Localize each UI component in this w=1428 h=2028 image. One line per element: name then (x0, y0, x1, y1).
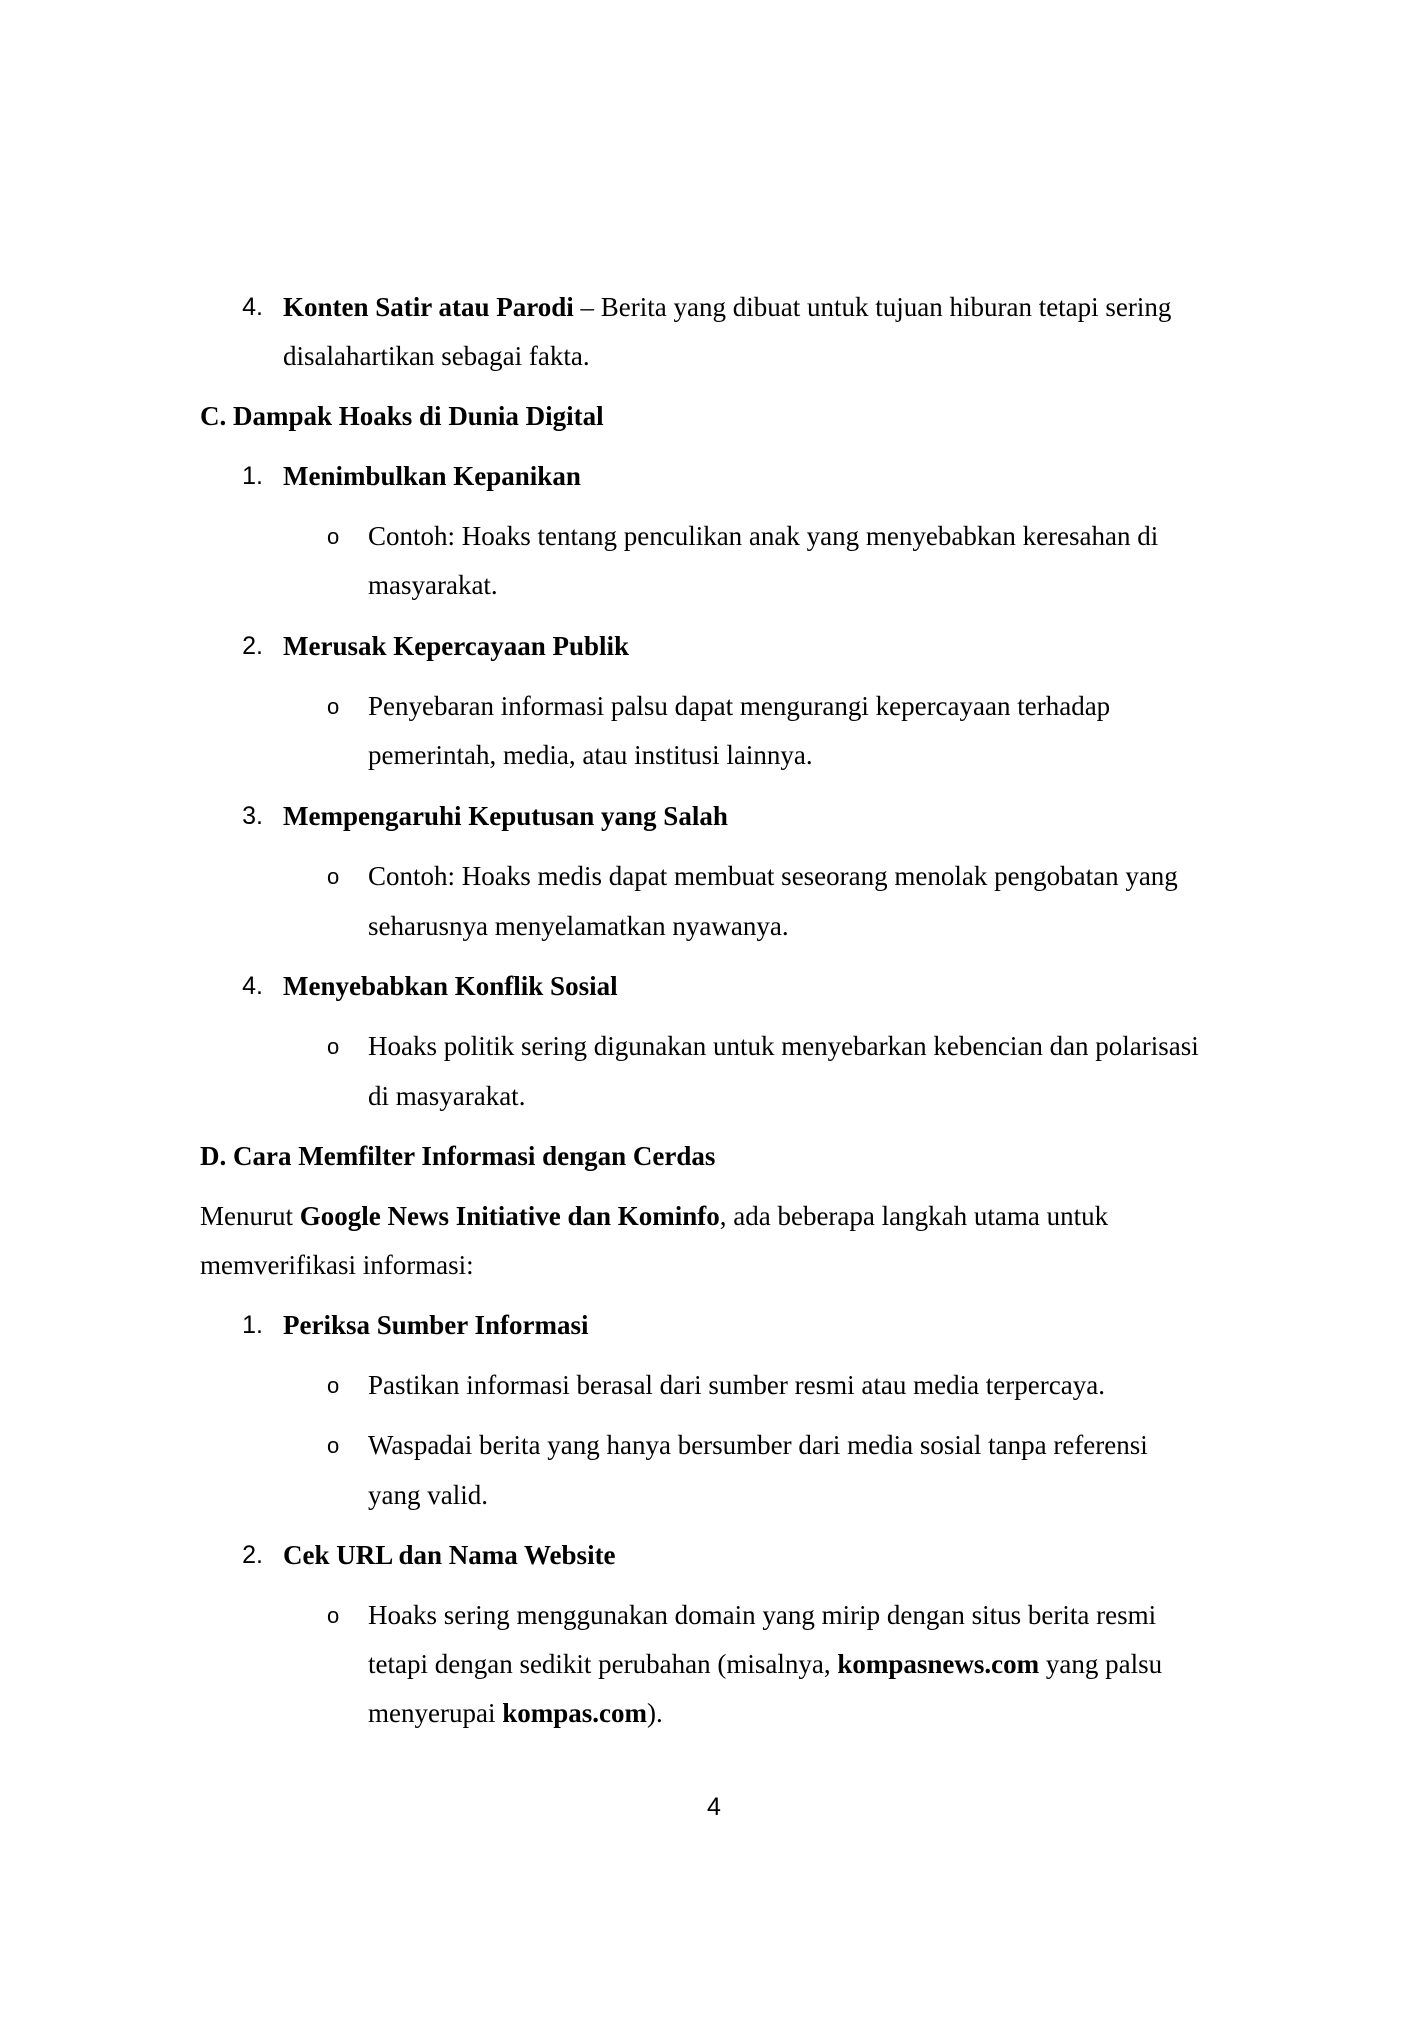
bullet-marker: o (327, 1603, 340, 1628)
list-item-text-cont: disalahartikan sebagai fakta. (283, 341, 590, 371)
list-number: 2. (242, 632, 263, 660)
list-item-title: Cek URL dan Nama Website (283, 1540, 616, 1570)
bullet-text: Hoaks sering menggunakan domain yang mirip dengan situs berita resmi (368, 1600, 1157, 1630)
list-number: 2. (242, 1541, 263, 1569)
list-number: 4. (242, 972, 263, 1000)
bullet-text: Contoh: Hoaks tentang penculikan anak yang menyebabkan keresahan di (368, 521, 1159, 551)
bullet-text-cont: yang valid. (368, 1480, 488, 1510)
bullet-text: Pastikan informasi berasal dari sumber resmi atau media terpercaya. (368, 1370, 1105, 1400)
bullet-text-cont: masyarakat. (368, 570, 498, 600)
list-item-text: – Berita yang dibuat untuk tujuan hiburan tetapi sering (573, 292, 1172, 322)
bullet-text: Penyebaran informasi palsu dapat mengurangi kepercayaan terhadap (368, 691, 1111, 721)
section-heading: C. Dampak Hoaks di Dunia Digital (200, 401, 604, 431)
list-item (283, 290, 1171, 324)
list-number: 3. (242, 802, 263, 830)
list-number: 1. (242, 1311, 263, 1339)
bullet-text-cont: seharusnya menyelamatkan nyawanya. (368, 911, 789, 941)
bullet-marker: o (327, 864, 340, 889)
list-item-title: Menyebabkan Konflik Sosial (283, 971, 618, 1001)
list-item-title: Konten Satir atau Parodi (283, 292, 574, 322)
bullet-marker: o (327, 1373, 340, 1398)
bullet-marker: o (327, 694, 340, 719)
bullet-marker: o (327, 1034, 340, 1059)
page-number: 4 (707, 1793, 721, 1821)
paragraph: Menurut Google News Initiative dan Kominfo, ada beberapa langkah utama untuk (200, 1201, 1109, 1231)
list-item-title: Merusak Kepercayaan Publik (283, 631, 630, 661)
paragraph-cont: memverifikasi informasi: (200, 1250, 474, 1280)
bullet-text: Waspadai berita yang hanya bersumber dari media sosial tanpa referensi (368, 1430, 1148, 1460)
bullet-marker: o (327, 524, 340, 549)
bullet-text: Hoaks politik sering digunakan untuk menyebarkan kebencian dan polarisasi (368, 1031, 1199, 1061)
bullet-text-cont: tetapi dengan sedikit perubahan (misalnya, kompasnews.com yang palsu (368, 1649, 1163, 1679)
list-number: 1. (242, 462, 263, 490)
list-item-title: Menimbulkan Kepanikan (283, 461, 581, 491)
bullet-text-cont: pemerintah, media, atau institusi lainnya. (368, 740, 813, 770)
bullet-text-cont: menyerupai kompas.com). (368, 1698, 663, 1728)
list-number: 4. (242, 293, 263, 321)
bullet-text: Contoh: Hoaks medis dapat membuat seseorang menolak pengobatan yang (368, 861, 1178, 891)
list-item-title: Mempengaruhi Keputusan yang Salah (283, 801, 728, 831)
bullet-text-cont: di masyarakat. (368, 1081, 526, 1111)
list-item-title: Periksa Sumber Informasi (283, 1310, 589, 1340)
bullet-marker: o (327, 1433, 340, 1458)
section-heading: D. Cara Memfilter Informasi dengan Cerdas (200, 1141, 716, 1171)
